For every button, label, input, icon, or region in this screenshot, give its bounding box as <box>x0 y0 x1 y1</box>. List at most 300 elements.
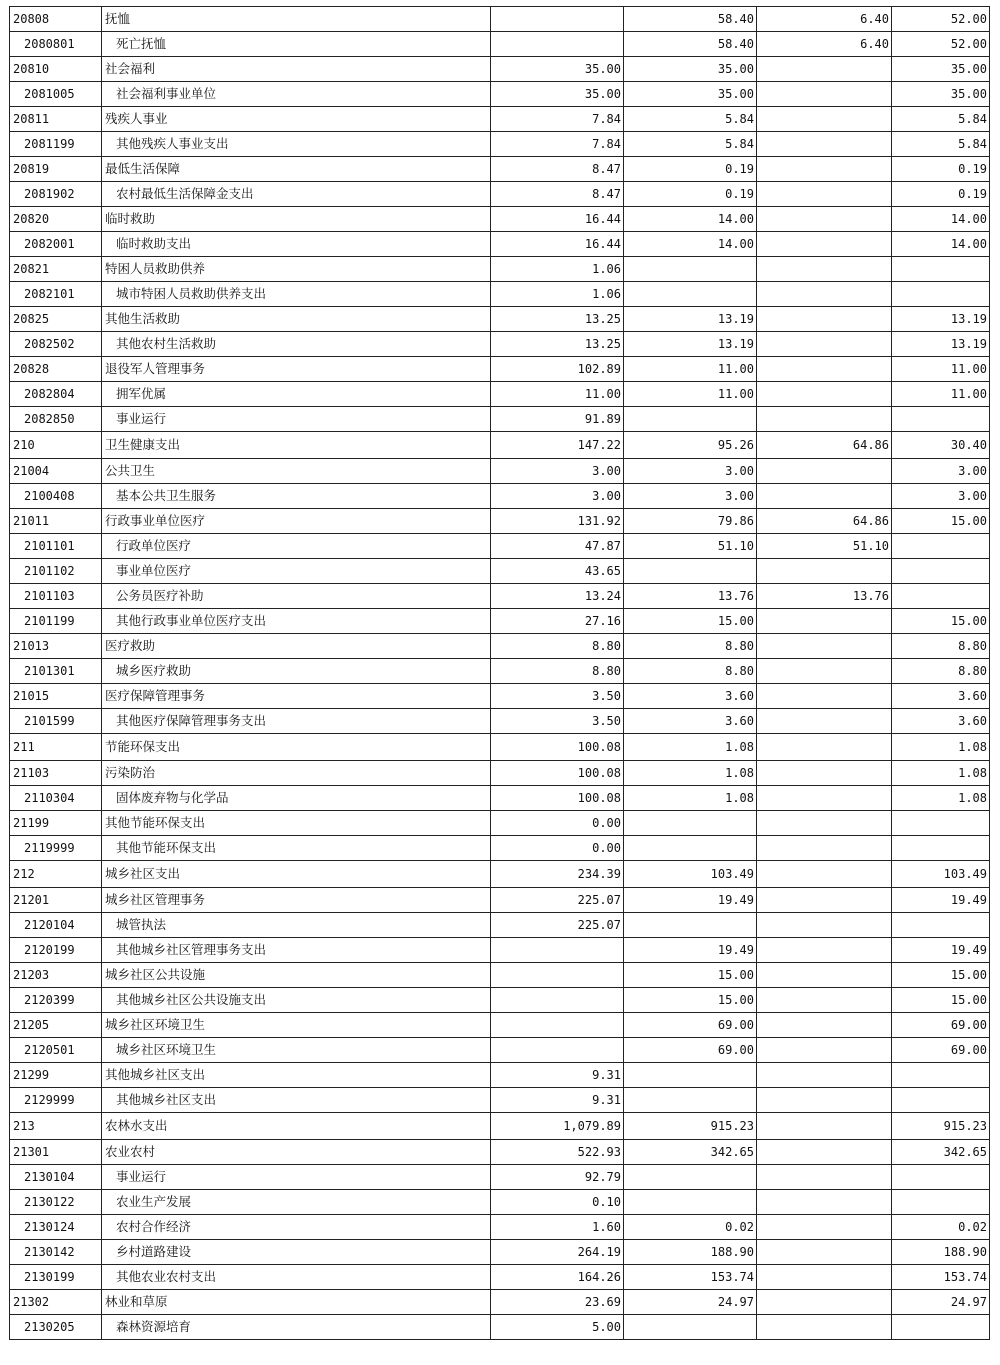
table-row <box>10 332 990 357</box>
project-expenditure-cell: 11.00 <box>892 357 990 382</box>
subject-code-cell: 2130199 <box>10 1265 102 1290</box>
subject-name-cell: 拥军优属 <box>102 382 491 407</box>
last-year-amount-cell: 13.25 <box>491 307 624 332</box>
last-year-amount-cell: 9.31 <box>491 1088 624 1113</box>
last-year-amount-cell: 16.44 <box>491 207 624 232</box>
table-row <box>10 761 990 786</box>
subject-name-cell: 其他农村生活救助 <box>102 332 491 357</box>
total-amount-cell: 11.00 <box>624 382 757 407</box>
total-amount-cell: 19.49 <box>624 938 757 963</box>
table-row <box>10 132 990 157</box>
table-row <box>10 407 990 432</box>
subject-name-cell: 基本公共卫生服务 <box>102 484 491 509</box>
basic-expenditure-cell <box>757 1290 892 1315</box>
subject-code-cell: 2101101 <box>10 534 102 559</box>
total-amount-cell: 13.76 <box>624 584 757 609</box>
project-expenditure-cell <box>892 913 990 938</box>
basic-expenditure-cell <box>757 761 892 786</box>
project-expenditure-cell <box>892 1190 990 1215</box>
total-amount-cell <box>624 1165 757 1190</box>
subject-name-cell: 残疾人事业 <box>102 107 491 132</box>
last-year-amount-cell: 3.00 <box>491 484 624 509</box>
table-row <box>10 659 990 684</box>
last-year-amount-cell: 27.16 <box>491 609 624 634</box>
total-amount-cell: 1.08 <box>624 761 757 786</box>
total-amount-cell: 3.00 <box>624 484 757 509</box>
subject-code-cell: 213 <box>10 1113 102 1140</box>
basic-expenditure-cell <box>757 57 892 82</box>
subject-name-cell: 医疗救助 <box>102 634 491 659</box>
subject-name-cell: 抚恤 <box>102 7 491 32</box>
subject-code-cell: 21011 <box>10 509 102 534</box>
subject-code-cell: 212 <box>10 861 102 888</box>
last-year-amount-cell: 0.00 <box>491 836 624 861</box>
subject-code-cell: 2082101 <box>10 282 102 307</box>
table-row <box>10 888 990 913</box>
last-year-amount-cell: 100.08 <box>491 761 624 786</box>
project-expenditure-cell: 19.49 <box>892 888 990 913</box>
last-year-amount-cell: 0.10 <box>491 1190 624 1215</box>
last-year-amount-cell: 131.92 <box>491 509 624 534</box>
last-year-amount-cell: 225.07 <box>491 913 624 938</box>
total-amount-cell <box>624 559 757 584</box>
total-amount-cell: 0.19 <box>624 182 757 207</box>
total-amount-cell: 1.08 <box>624 734 757 761</box>
subject-name-cell: 城乡社区环境卫生 <box>102 1038 491 1063</box>
basic-expenditure-cell <box>757 1165 892 1190</box>
table-row <box>10 584 990 609</box>
subject-name-cell: 临时救助支出 <box>102 232 491 257</box>
table-row <box>10 1315 990 1340</box>
subject-name-cell: 其他城乡社区公共设施支出 <box>102 988 491 1013</box>
table-row <box>10 1240 990 1265</box>
basic-expenditure-cell <box>757 332 892 357</box>
basic-expenditure-cell <box>757 1315 892 1340</box>
table-row <box>10 963 990 988</box>
subject-code-cell: 2081199 <box>10 132 102 157</box>
table-row <box>10 282 990 307</box>
basic-expenditure-cell <box>757 1013 892 1038</box>
table-row <box>10 938 990 963</box>
table-row <box>10 609 990 634</box>
project-expenditure-cell: 915.23 <box>892 1113 990 1140</box>
subject-name-cell: 城市特困人员救助供养支出 <box>102 282 491 307</box>
last-year-amount-cell: 35.00 <box>491 82 624 107</box>
table-row <box>10 811 990 836</box>
project-expenditure-cell <box>892 559 990 584</box>
total-amount-cell: 19.49 <box>624 888 757 913</box>
project-expenditure-cell: 35.00 <box>892 57 990 82</box>
last-year-amount-cell: 1,079.89 <box>491 1113 624 1140</box>
total-amount-cell: 13.19 <box>624 307 757 332</box>
project-expenditure-cell: 24.97 <box>892 1290 990 1315</box>
subject-code-cell: 2081005 <box>10 82 102 107</box>
basic-expenditure-cell <box>757 257 892 282</box>
last-year-amount-cell: 100.08 <box>491 734 624 761</box>
basic-expenditure-cell <box>757 684 892 709</box>
basic-expenditure-cell <box>757 407 892 432</box>
basic-expenditure-cell: 6.40 <box>757 7 892 32</box>
total-amount-cell: 3.00 <box>624 459 757 484</box>
basic-expenditure-cell <box>757 659 892 684</box>
total-amount-cell: 51.10 <box>624 534 757 559</box>
subject-code-cell: 211 <box>10 734 102 761</box>
subject-code-cell: 21302 <box>10 1290 102 1315</box>
subject-name-cell: 乡村道路建设 <box>102 1240 491 1265</box>
table-row <box>10 459 990 484</box>
table-row <box>10 357 990 382</box>
subject-code-cell: 21199 <box>10 811 102 836</box>
project-expenditure-cell: 13.19 <box>892 307 990 332</box>
subject-name-cell: 污染防治 <box>102 761 491 786</box>
subject-name-cell: 公共卫生 <box>102 459 491 484</box>
project-expenditure-cell: 103.49 <box>892 861 990 888</box>
project-expenditure-cell: 153.74 <box>892 1265 990 1290</box>
subject-code-cell: 20819 <box>10 157 102 182</box>
subject-code-cell: 20828 <box>10 357 102 382</box>
subject-code-cell: 21203 <box>10 963 102 988</box>
subject-code-cell: 2130104 <box>10 1165 102 1190</box>
project-expenditure-cell: 15.00 <box>892 988 990 1013</box>
project-expenditure-cell: 3.60 <box>892 709 990 734</box>
total-amount-cell <box>624 811 757 836</box>
project-expenditure-cell: 188.90 <box>892 1240 990 1265</box>
total-amount-cell: 14.00 <box>624 207 757 232</box>
subject-name-cell: 农村最低生活保障金支出 <box>102 182 491 207</box>
subject-code-cell: 2130122 <box>10 1190 102 1215</box>
subject-code-cell: 20821 <box>10 257 102 282</box>
basic-expenditure-cell <box>757 559 892 584</box>
subject-name-cell: 其他城乡社区支出 <box>102 1088 491 1113</box>
table-row <box>10 913 990 938</box>
subject-code-cell: 2081902 <box>10 182 102 207</box>
last-year-amount-cell: 3.50 <box>491 709 624 734</box>
basic-expenditure-cell: 6.40 <box>757 32 892 57</box>
table-row <box>10 786 990 811</box>
last-year-amount-cell: 13.24 <box>491 584 624 609</box>
last-year-amount-cell: 7.84 <box>491 107 624 132</box>
subject-name-cell: 农业农村 <box>102 1140 491 1165</box>
subject-name-cell: 城乡社区公共设施 <box>102 963 491 988</box>
project-expenditure-cell: 3.00 <box>892 459 990 484</box>
project-expenditure-cell: 11.00 <box>892 382 990 407</box>
total-amount-cell: 58.40 <box>624 32 757 57</box>
last-year-amount-cell: 1.06 <box>491 257 624 282</box>
subject-name-cell: 事业运行 <box>102 1165 491 1190</box>
basic-expenditure-cell <box>757 786 892 811</box>
table-row <box>10 232 990 257</box>
subject-code-cell: 2101103 <box>10 584 102 609</box>
last-year-amount-cell: 47.87 <box>491 534 624 559</box>
basic-expenditure-cell <box>757 811 892 836</box>
basic-expenditure-cell <box>757 382 892 407</box>
subject-code-cell: 2101301 <box>10 659 102 684</box>
project-expenditure-cell: 14.00 <box>892 232 990 257</box>
table-body <box>10 7 990 1340</box>
total-amount-cell: 8.80 <box>624 634 757 659</box>
table-row <box>10 484 990 509</box>
project-expenditure-cell <box>892 534 990 559</box>
subject-name-cell: 其他节能环保支出 <box>102 811 491 836</box>
table-row <box>10 509 990 534</box>
total-amount-cell: 15.00 <box>624 963 757 988</box>
basic-expenditure-cell <box>757 913 892 938</box>
total-amount-cell: 15.00 <box>624 609 757 634</box>
basic-expenditure-cell <box>757 938 892 963</box>
basic-expenditure-cell <box>757 709 892 734</box>
basic-expenditure-cell <box>757 1113 892 1140</box>
subject-name-cell: 其他城乡社区支出 <box>102 1063 491 1088</box>
project-expenditure-cell <box>892 584 990 609</box>
last-year-amount-cell: 100.08 <box>491 786 624 811</box>
last-year-amount-cell: 43.65 <box>491 559 624 584</box>
last-year-amount-cell: 1.60 <box>491 1215 624 1240</box>
total-amount-cell: 58.40 <box>624 7 757 32</box>
table-row <box>10 861 990 888</box>
last-year-amount-cell: 522.93 <box>491 1140 624 1165</box>
last-year-amount-cell <box>491 963 624 988</box>
basic-expenditure-cell <box>757 1088 892 1113</box>
project-expenditure-cell: 1.08 <box>892 761 990 786</box>
table-row <box>10 1113 990 1140</box>
subject-name-cell: 城管执法 <box>102 913 491 938</box>
project-expenditure-cell: 0.02 <box>892 1215 990 1240</box>
last-year-amount-cell: 1.06 <box>491 282 624 307</box>
subject-name-cell: 死亡抚恤 <box>102 32 491 57</box>
basic-expenditure-cell <box>757 988 892 1013</box>
project-expenditure-cell <box>892 282 990 307</box>
subject-name-cell: 社会福利事业单位 <box>102 82 491 107</box>
basic-expenditure-cell <box>757 888 892 913</box>
project-expenditure-cell <box>892 1088 990 1113</box>
last-year-amount-cell: 234.39 <box>491 861 624 888</box>
total-amount-cell <box>624 257 757 282</box>
subject-code-cell: 2082804 <box>10 382 102 407</box>
total-amount-cell: 14.00 <box>624 232 757 257</box>
last-year-amount-cell: 3.50 <box>491 684 624 709</box>
basic-expenditure-cell <box>757 963 892 988</box>
basic-expenditure-cell <box>757 1063 892 1088</box>
table-row <box>10 684 990 709</box>
project-expenditure-cell: 15.00 <box>892 509 990 534</box>
total-amount-cell <box>624 913 757 938</box>
basic-expenditure-cell: 64.86 <box>757 432 892 459</box>
project-expenditure-cell: 1.08 <box>892 786 990 811</box>
subject-code-cell: 2101199 <box>10 609 102 634</box>
subject-code-cell: 21013 <box>10 634 102 659</box>
last-year-amount-cell: 225.07 <box>491 888 624 913</box>
basic-expenditure-cell <box>757 157 892 182</box>
subject-code-cell: 2119999 <box>10 836 102 861</box>
basic-expenditure-cell: 51.10 <box>757 534 892 559</box>
total-amount-cell: 79.86 <box>624 509 757 534</box>
subject-name-cell: 其他行政事业单位医疗支出 <box>102 609 491 634</box>
basic-expenditure-cell: 64.86 <box>757 509 892 534</box>
basic-expenditure-cell <box>757 1240 892 1265</box>
table-row <box>10 182 990 207</box>
subject-name-cell: 社会福利 <box>102 57 491 82</box>
subject-name-cell: 医疗保障管理事务 <box>102 684 491 709</box>
subject-code-cell: 21103 <box>10 761 102 786</box>
subject-name-cell: 农村合作经济 <box>102 1215 491 1240</box>
table-row <box>10 7 990 32</box>
total-amount-cell: 15.00 <box>624 988 757 1013</box>
total-amount-cell: 103.49 <box>624 861 757 888</box>
basic-expenditure-cell <box>757 207 892 232</box>
table-row <box>10 432 990 459</box>
last-year-amount-cell: 91.89 <box>491 407 624 432</box>
subject-name-cell: 公务员医疗补助 <box>102 584 491 609</box>
project-expenditure-cell: 14.00 <box>892 207 990 232</box>
total-amount-cell: 3.60 <box>624 709 757 734</box>
last-year-amount-cell: 5.00 <box>491 1315 624 1340</box>
subject-name-cell: 城乡社区支出 <box>102 861 491 888</box>
subject-name-cell: 固体废弃物与化学品 <box>102 786 491 811</box>
last-year-amount-cell: 8.80 <box>491 659 624 684</box>
table-row <box>10 107 990 132</box>
subject-code-cell: 2120501 <box>10 1038 102 1063</box>
last-year-amount-cell: 164.26 <box>491 1265 624 1290</box>
subject-code-cell: 2129999 <box>10 1088 102 1113</box>
subject-name-cell: 其他农业农村支出 <box>102 1265 491 1290</box>
subject-code-cell: 2120399 <box>10 988 102 1013</box>
basic-expenditure-cell <box>757 1140 892 1165</box>
last-year-amount-cell: 23.69 <box>491 1290 624 1315</box>
total-amount-cell: 915.23 <box>624 1113 757 1140</box>
last-year-amount-cell: 8.47 <box>491 182 624 207</box>
table-row <box>10 1265 990 1290</box>
project-expenditure-cell: 0.19 <box>892 182 990 207</box>
table-row <box>10 634 990 659</box>
total-amount-cell: 35.00 <box>624 82 757 107</box>
budget-expenditure-table <box>9 6 990 1340</box>
subject-name-cell: 其他节能环保支出 <box>102 836 491 861</box>
subject-name-cell: 城乡社区环境卫生 <box>102 1013 491 1038</box>
basic-expenditure-cell <box>757 357 892 382</box>
last-year-amount-cell: 0.00 <box>491 811 624 836</box>
table-row <box>10 836 990 861</box>
total-amount-cell: 3.60 <box>624 684 757 709</box>
total-amount-cell: 5.84 <box>624 132 757 157</box>
last-year-amount-cell: 264.19 <box>491 1240 624 1265</box>
table-row <box>10 1140 990 1165</box>
total-amount-cell: 69.00 <box>624 1013 757 1038</box>
project-expenditure-cell: 13.19 <box>892 332 990 357</box>
subject-code-cell: 2082850 <box>10 407 102 432</box>
table-row <box>10 709 990 734</box>
last-year-amount-cell <box>491 1013 624 1038</box>
subject-code-cell: 2100408 <box>10 484 102 509</box>
total-amount-cell: 8.80 <box>624 659 757 684</box>
project-expenditure-cell: 8.80 <box>892 659 990 684</box>
subject-code-cell: 21015 <box>10 684 102 709</box>
subject-code-cell: 2130205 <box>10 1315 102 1340</box>
total-amount-cell: 342.65 <box>624 1140 757 1165</box>
subject-code-cell: 21205 <box>10 1013 102 1038</box>
last-year-amount-cell: 8.47 <box>491 157 624 182</box>
project-expenditure-cell <box>892 836 990 861</box>
total-amount-cell <box>624 1088 757 1113</box>
basic-expenditure-cell <box>757 1215 892 1240</box>
total-amount-cell: 95.26 <box>624 432 757 459</box>
last-year-amount-cell <box>491 938 624 963</box>
basic-expenditure-cell: 13.76 <box>757 584 892 609</box>
subject-code-cell: 20825 <box>10 307 102 332</box>
basic-expenditure-cell <box>757 82 892 107</box>
project-expenditure-cell: 3.60 <box>892 684 990 709</box>
total-amount-cell: 1.08 <box>624 786 757 811</box>
project-expenditure-cell <box>892 811 990 836</box>
subject-name-cell: 其他医疗保障管理事务支出 <box>102 709 491 734</box>
basic-expenditure-cell <box>757 132 892 157</box>
subject-name-cell: 事业单位医疗 <box>102 559 491 584</box>
last-year-amount-cell: 92.79 <box>491 1165 624 1190</box>
subject-name-cell: 农林水支出 <box>102 1113 491 1140</box>
last-year-amount-cell <box>491 7 624 32</box>
total-amount-cell: 153.74 <box>624 1265 757 1290</box>
total-amount-cell: 69.00 <box>624 1038 757 1063</box>
subject-name-cell: 其他残疾人事业支出 <box>102 132 491 157</box>
project-expenditure-cell: 8.80 <box>892 634 990 659</box>
table-row <box>10 1038 990 1063</box>
project-expenditure-cell <box>892 407 990 432</box>
subject-code-cell: 2082502 <box>10 332 102 357</box>
project-expenditure-cell: 30.40 <box>892 432 990 459</box>
subject-code-cell: 2080801 <box>10 32 102 57</box>
project-expenditure-cell: 15.00 <box>892 963 990 988</box>
subject-code-cell: 2110304 <box>10 786 102 811</box>
total-amount-cell <box>624 1315 757 1340</box>
subject-code-cell: 20811 <box>10 107 102 132</box>
subject-code-cell: 21301 <box>10 1140 102 1165</box>
table-row <box>10 382 990 407</box>
basic-expenditure-cell <box>757 634 892 659</box>
last-year-amount-cell <box>491 988 624 1013</box>
project-expenditure-cell: 1.08 <box>892 734 990 761</box>
table-row <box>10 988 990 1013</box>
subject-name-cell: 林业和草原 <box>102 1290 491 1315</box>
table-row <box>10 207 990 232</box>
basic-expenditure-cell <box>757 307 892 332</box>
project-expenditure-cell: 35.00 <box>892 82 990 107</box>
project-expenditure-cell <box>892 1165 990 1190</box>
last-year-amount-cell: 3.00 <box>491 459 624 484</box>
project-expenditure-cell: 0.19 <box>892 157 990 182</box>
table-row <box>10 257 990 282</box>
basic-expenditure-cell <box>757 1038 892 1063</box>
table-row <box>10 307 990 332</box>
subject-name-cell: 农业生产发展 <box>102 1190 491 1215</box>
subject-name-cell: 卫生健康支出 <box>102 432 491 459</box>
subject-code-cell: 2101599 <box>10 709 102 734</box>
table-row <box>10 1063 990 1088</box>
project-expenditure-cell: 19.49 <box>892 938 990 963</box>
table-row <box>10 1290 990 1315</box>
basic-expenditure-cell <box>757 484 892 509</box>
subject-code-cell: 20810 <box>10 57 102 82</box>
table-row <box>10 157 990 182</box>
project-expenditure-cell: 342.65 <box>892 1140 990 1165</box>
total-amount-cell: 5.84 <box>624 107 757 132</box>
project-expenditure-cell <box>892 257 990 282</box>
subject-name-cell: 其他生活救助 <box>102 307 491 332</box>
table-row <box>10 1013 990 1038</box>
subject-code-cell: 2082001 <box>10 232 102 257</box>
project-expenditure-cell: 5.84 <box>892 132 990 157</box>
subject-code-cell: 21201 <box>10 888 102 913</box>
total-amount-cell <box>624 282 757 307</box>
table-row <box>10 57 990 82</box>
